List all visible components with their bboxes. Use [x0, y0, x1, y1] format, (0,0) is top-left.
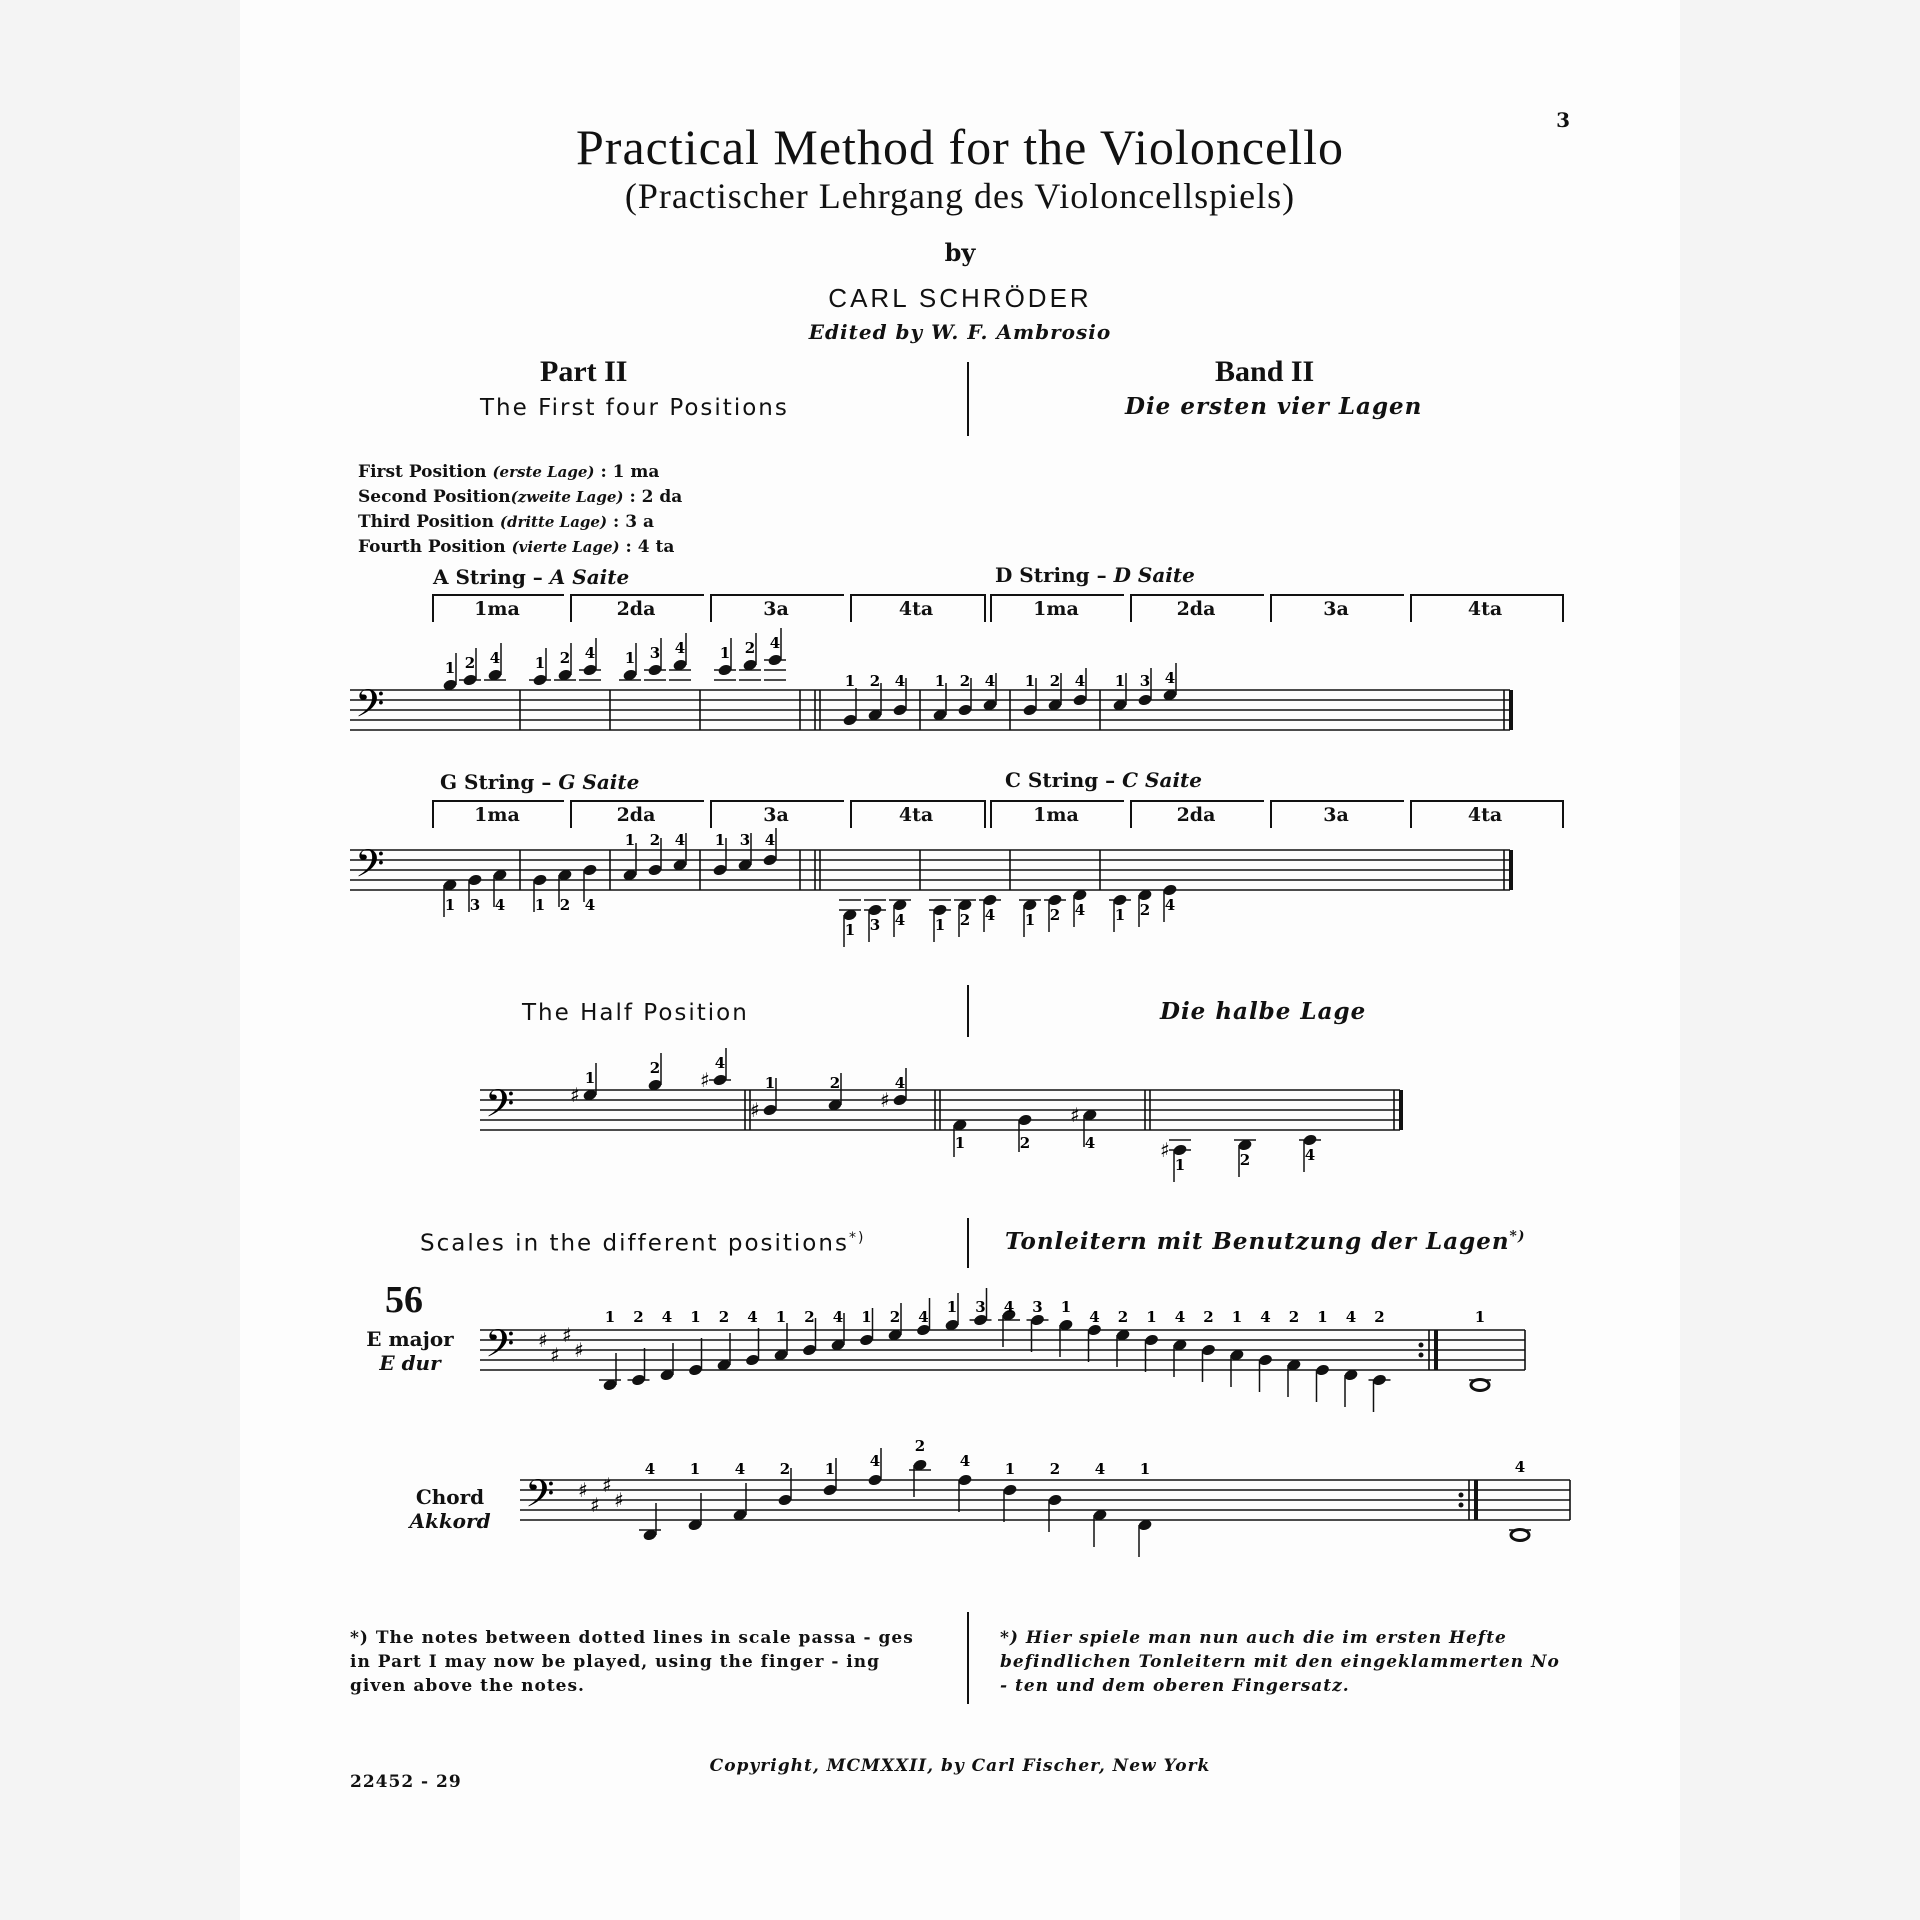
bass-clef-icon: 𝄢: [525, 1471, 555, 1525]
fingering-number: 1: [1317, 1308, 1328, 1326]
fingering-number: 1: [1004, 1460, 1016, 1478]
fingering-number: 2: [464, 654, 476, 672]
legend-row: Fourth Position (vierte Lage) : 4 ta: [358, 537, 675, 557]
staff-half-position: [480, 1050, 1420, 1190]
legend-row: Third Position (dritte Lage) : 3 a: [358, 512, 654, 532]
fingering-number: 1: [861, 1308, 872, 1326]
fingering-number: 2: [1049, 906, 1061, 924]
fingering-number: 3: [869, 916, 881, 934]
fingering-number: 2: [959, 672, 971, 690]
plate-number: 22452 - 29: [350, 1772, 462, 1792]
fingering-number: 1: [719, 644, 731, 662]
bass-clef-icon: 𝄢: [485, 1321, 515, 1375]
fingering-number: 1: [1114, 906, 1126, 924]
fingering-number: 2: [889, 1308, 901, 1326]
fingering-number: 4: [1094, 1460, 1106, 1478]
half-position-heading-de: Die halbe Lage: [1160, 998, 1367, 1025]
fingering-number: 1: [534, 896, 546, 914]
fingering-number: 2: [869, 672, 881, 690]
page-number: 3: [1556, 108, 1570, 132]
fingering-number: 2: [1117, 1308, 1129, 1326]
fingering-number: 4: [894, 911, 906, 929]
fingering-number: 1: [764, 1074, 776, 1092]
position-label: 2da: [616, 804, 656, 826]
fingering-number: 2: [633, 1308, 644, 1326]
fingering-number: 1: [844, 921, 856, 939]
sharp-icon: ♯: [574, 1338, 584, 1362]
column-divider: [967, 1612, 969, 1704]
page-subtitle: (Practischer Lehrgang des Violoncellspiels): [624, 176, 1296, 216]
fingering-number: 2: [1049, 672, 1061, 690]
fingering-number: 2: [959, 911, 971, 929]
fingering-number: 1: [1174, 1156, 1186, 1174]
fingering-number: 4: [869, 1452, 881, 1470]
fingering-number: 2: [559, 896, 571, 914]
sharp-icon: ♯: [570, 1083, 580, 1107]
fingering-number: 2: [1288, 1308, 1300, 1326]
fingering-number: 1: [444, 896, 456, 914]
bar-line: [1399, 1090, 1403, 1130]
sharp-icon: ♯: [590, 1493, 600, 1517]
fingering-number: 4: [1084, 1134, 1096, 1152]
fingering-number: 1: [946, 1298, 958, 1316]
part-subheading-en: The First four Positions: [480, 395, 789, 421]
fingering-number: 2: [1139, 901, 1151, 919]
fingering-number: 4: [661, 1308, 673, 1326]
fingering-number: 2: [804, 1308, 815, 1326]
copyright: Copyright, MCMXXII, by Carl Fischer, New York: [709, 1756, 1211, 1776]
sharp-icon: ♯: [1160, 1138, 1170, 1162]
half-position-heading-en: The Half Position: [522, 1000, 749, 1026]
fingering-number: 3: [649, 644, 661, 662]
fingering-number: 2: [1203, 1308, 1214, 1326]
part-heading-de: Band II: [1215, 355, 1315, 388]
fingering-number: 2: [649, 831, 661, 849]
fingering-number: 3: [1032, 1298, 1043, 1316]
position-label: 1ma: [1033, 804, 1079, 826]
fingering-number: 4: [832, 1308, 844, 1326]
column-divider: [967, 985, 969, 1037]
fingering-number: 4: [1074, 672, 1086, 690]
column-divider: [967, 362, 969, 436]
fingering-number: 4: [894, 1074, 906, 1092]
sharp-icon: ♯: [538, 1328, 548, 1352]
fingering-number: 4: [489, 649, 501, 667]
fingering-number: 4: [494, 896, 506, 914]
legend-row: Second Position(zweite Lage) : 2 da: [358, 487, 683, 507]
scales-heading-en: Scales in the different positions*): [420, 1230, 866, 1257]
fingering-number: 1: [689, 1460, 701, 1478]
position-label: 3a: [1323, 804, 1349, 826]
position-label: 4ta: [898, 598, 934, 620]
byline: by: [944, 238, 976, 267]
fingering-number: 1: [714, 831, 726, 849]
position-label: 2da: [1176, 598, 1216, 620]
position-label: 4ta: [1467, 804, 1503, 826]
position-label: 4ta: [1467, 598, 1503, 620]
fingering-number: 2: [559, 649, 571, 667]
fingering-number: 2: [718, 1308, 730, 1326]
fingering-number: 3: [469, 896, 481, 914]
fingering-number: 2: [1239, 1151, 1251, 1169]
fingering-number: 2: [1374, 1308, 1385, 1326]
position-label: 1ma: [1033, 598, 1079, 620]
key-label: E major E dur: [366, 1327, 454, 1375]
editor-credit: Edited by W. F. Ambrosio: [808, 320, 1112, 344]
fingering-number: 1: [1474, 1308, 1486, 1326]
sharp-icon: ♯: [1070, 1103, 1080, 1127]
sharp-icon: ♯: [550, 1343, 560, 1367]
fingering-number: 2: [829, 1074, 841, 1092]
page-sheet: [240, 0, 1680, 1920]
positions-legend: [358, 460, 682, 560]
fingering-number: 4: [674, 639, 686, 657]
fingering-number: 4: [1003, 1298, 1015, 1316]
fingering-number: 2: [649, 1059, 661, 1077]
sharp-icon: ♯: [562, 1323, 572, 1347]
fingering-number: 1: [824, 1460, 836, 1478]
fingering-number: 1: [1024, 672, 1036, 690]
fingering-number: 1: [604, 1308, 616, 1326]
string-label-g: G String – G Saite: [440, 770, 640, 794]
repeat-dot: [1459, 1493, 1464, 1498]
fingering-number: 1: [1024, 911, 1036, 929]
position-label: 3a: [763, 598, 789, 620]
fingering-number: 1: [1060, 1298, 1072, 1316]
fingering-number: 4: [714, 1054, 726, 1072]
staff-strings-gc: [350, 820, 1530, 950]
fingering-number: 4: [918, 1308, 929, 1326]
fingering-number: 4: [1074, 901, 1086, 919]
fingering-number: 4: [1164, 896, 1176, 914]
fingering-number: 4: [644, 1460, 656, 1478]
part-subheading-de: Die ersten vier Lagen: [1125, 393, 1423, 420]
sharp-icon: ♯: [602, 1473, 612, 1497]
staff-e-major-chord: [520, 1437, 1526, 1570]
fingering-number: 4: [894, 672, 906, 690]
page-title: Practical Method for the Violoncello: [576, 119, 1344, 175]
fingering-number: 2: [744, 639, 756, 657]
sharp-icon: ♯: [700, 1068, 710, 1092]
fingering-number: 1: [624, 649, 636, 667]
fingering-number: 4: [1174, 1308, 1186, 1326]
repeat-dot: [1419, 1343, 1424, 1348]
fingering-number: 1: [624, 831, 636, 849]
staff-e-major-scale: [480, 1275, 1540, 1405]
position-label: 2da: [616, 598, 656, 620]
fingering-number: 2: [779, 1460, 791, 1478]
scales-heading-de: Tonleitern mit Benutzung der Lagen*): [1005, 1228, 1526, 1255]
position-label: 1ma: [474, 598, 520, 620]
legend-row: First Position (erste Lage) : 1 ma: [358, 462, 660, 482]
fingering-number: 4: [769, 634, 781, 652]
fingering-number: 1: [1114, 672, 1126, 690]
fingering-number: 4: [1089, 1308, 1100, 1326]
fingering-number: 4: [984, 906, 996, 924]
fingering-number: 4: [1345, 1308, 1357, 1326]
whole-note: [1511, 1530, 1529, 1541]
fingering-number: 4: [1304, 1146, 1316, 1164]
fingering-number: 1: [1139, 1460, 1151, 1478]
bar-line: [1434, 1330, 1438, 1370]
fingering-number: 3: [1139, 672, 1151, 690]
fingering-number: 2: [1049, 1460, 1061, 1478]
fingering-number: 4: [1164, 669, 1176, 687]
fingering-number: 1: [1146, 1308, 1157, 1326]
fingering-number: 3: [975, 1298, 986, 1316]
column-divider: [967, 1218, 969, 1268]
sharp-icon: ♯: [614, 1488, 624, 1512]
fingering-number: 2: [1019, 1134, 1031, 1152]
fingering-number: 4: [584, 896, 596, 914]
fingering-number: 4: [1514, 1458, 1526, 1476]
position-label: 3a: [763, 804, 789, 826]
fingering-number: 1: [844, 672, 856, 690]
bar-line: [1509, 850, 1513, 890]
fingering-number: 4: [734, 1460, 746, 1478]
fingering-number: 2: [914, 1437, 926, 1455]
string-label-d: D String – D Saite: [995, 563, 1195, 587]
fingering-number: 1: [934, 916, 946, 934]
repeat-dot: [1459, 1503, 1464, 1508]
bar-line: [1509, 690, 1513, 730]
string-label-a: A String – A Saite: [433, 565, 630, 589]
exercise-number: 56: [385, 1279, 423, 1321]
fingering-number: 3: [739, 831, 751, 849]
fingering-number: 4: [747, 1308, 758, 1326]
repeat-dot: [1419, 1353, 1424, 1358]
bar-line: [1474, 1480, 1478, 1520]
fingering-number: 4: [764, 831, 776, 849]
position-label: 3a: [1323, 598, 1349, 620]
fingering-number: 1: [954, 1134, 966, 1152]
bass-clef-icon: 𝄢: [355, 841, 385, 895]
string-label-c: C String – C Saite: [1005, 768, 1202, 792]
bass-clef-icon: 𝄢: [355, 681, 385, 735]
sharp-icon: ♯: [880, 1088, 890, 1112]
chord-label: Chord Akkord: [409, 1485, 491, 1533]
sharp-icon: ♯: [750, 1098, 760, 1122]
fingering-number: 4: [984, 672, 996, 690]
fingering-number: 1: [534, 654, 546, 672]
fingering-number: 4: [1260, 1308, 1271, 1326]
fingering-number: 1: [690, 1308, 701, 1326]
composer-name: CARL SCHRÖDER: [828, 283, 1092, 313]
fingering-number: 4: [584, 644, 596, 662]
fingering-number: 1: [775, 1308, 787, 1326]
position-label: 4ta: [898, 804, 934, 826]
fingering-number: 1: [934, 672, 946, 690]
fingering-number: 4: [674, 831, 686, 849]
fingering-number: 4: [959, 1452, 971, 1470]
whole-note: [1471, 1380, 1489, 1391]
position-label: 2da: [1176, 804, 1216, 826]
fingering-number: 1: [584, 1069, 596, 1087]
footnote-de: *) Hier spiele man nun auch die im ersten Hefte befindlichen Tonleitern mit den eingeklammerten No - ten und dem oberen Fingersatz.: [1000, 1628, 1560, 1696]
position-label: 1ma: [474, 804, 520, 826]
staff-strings-ad: [350, 615, 1530, 765]
bass-clef-icon: 𝄢: [485, 1081, 515, 1135]
fingering-number: 1: [1231, 1308, 1243, 1326]
part-heading-en: Part II: [540, 355, 628, 388]
footnote-en: *) The notes between dotted lines in scale passa - ges in Part I may now be played, using the finger - ing given above the notes.: [350, 1628, 914, 1696]
fingering-number: 1: [444, 659, 456, 677]
sharp-icon: ♯: [578, 1478, 588, 1502]
